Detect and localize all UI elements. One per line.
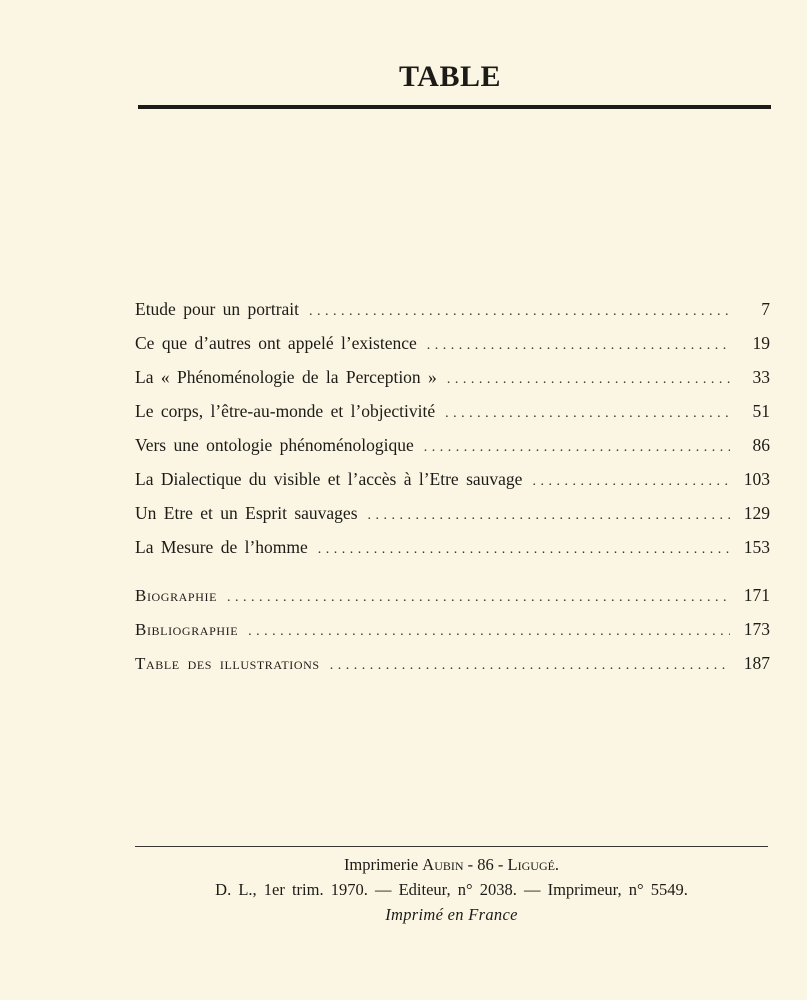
colophon — [135, 852, 768, 927]
toc-entry-page: 33 — [752, 367, 770, 387]
dot-leader — [447, 363, 730, 397]
toc-entry-label: Un Etre et un Esprit sauvages — [135, 503, 358, 523]
toc-entry-label: Ce que d’autres ont appelé l’existence — [135, 333, 417, 353]
printer-city: Ligugé. — [507, 855, 560, 874]
dot-leader — [424, 431, 730, 465]
dot-leader — [427, 329, 730, 363]
colophon-rule — [135, 846, 768, 847]
toc-entry-page: 153 — [743, 537, 770, 557]
toc-entry — [135, 326, 770, 360]
appendix-entry-page: 187 — [743, 653, 770, 673]
toc-entry-label: Vers une ontologie phénoménologique — [135, 435, 414, 455]
toc-entry — [135, 394, 770, 428]
dot-leader — [532, 465, 730, 499]
title-rule — [138, 105, 771, 109]
printer-prefix: Imprimerie — [343, 855, 423, 874]
dot-leader — [248, 615, 730, 649]
toc-entry-page: 103 — [743, 469, 770, 489]
appendix-entry — [135, 646, 770, 680]
dot-leader — [309, 295, 730, 329]
toc-entry — [135, 360, 770, 394]
toc-entry-page: 19 — [752, 333, 770, 353]
appendix-entry-page: 173 — [743, 619, 770, 639]
table-of-contents — [135, 292, 770, 680]
toc-entry — [135, 530, 770, 564]
toc-entry — [135, 496, 770, 530]
toc-entry — [135, 462, 770, 496]
toc-entry — [135, 428, 770, 462]
dot-leader — [368, 499, 730, 533]
toc-entry-page: 86 — [752, 435, 770, 455]
toc-entry — [135, 292, 770, 326]
appendix-entry-label: Biographie — [135, 586, 218, 605]
appendix-entry-label: Bibliographie — [135, 620, 239, 639]
legal-deposit-line: D. L., 1er trim. 1970. — Editeur, n° 2038. — Imprimeur, n° 5549. — [215, 880, 688, 899]
toc-entry-label: Le corps, l’être-au-monde et l’objectivité — [135, 401, 436, 421]
toc-entry-page: 129 — [743, 503, 770, 523]
toc-entry-page: 51 — [752, 401, 770, 421]
dot-leader — [445, 397, 730, 431]
printer-line — [135, 852, 768, 877]
toc-entry-label: La Dialectique du visible et l’accès à l’Etre sauvage — [135, 469, 523, 489]
dot-leader — [318, 533, 730, 567]
dot-leader — [227, 581, 730, 615]
appendix-entry — [135, 612, 770, 646]
toc-entry-label: La Mesure de l’homme — [135, 537, 308, 557]
toc-entry-label: La « Phénoménologie de la Perception » — [135, 367, 437, 387]
printer-suffix: - 86 - — [463, 855, 508, 874]
toc-entry-page: 7 — [761, 299, 770, 319]
appendix-entry-label: Table des illustrations — [135, 654, 320, 673]
printer-name: Aubin — [422, 855, 464, 874]
page-title: TABLE — [399, 60, 501, 93]
dot-leader — [330, 649, 730, 683]
appendix-entry-page: 171 — [743, 585, 770, 605]
printed-in-line: Imprimé en France — [385, 905, 518, 924]
appendix-entry — [135, 578, 770, 612]
toc-entry-label: Etude pour un portrait — [135, 299, 300, 319]
